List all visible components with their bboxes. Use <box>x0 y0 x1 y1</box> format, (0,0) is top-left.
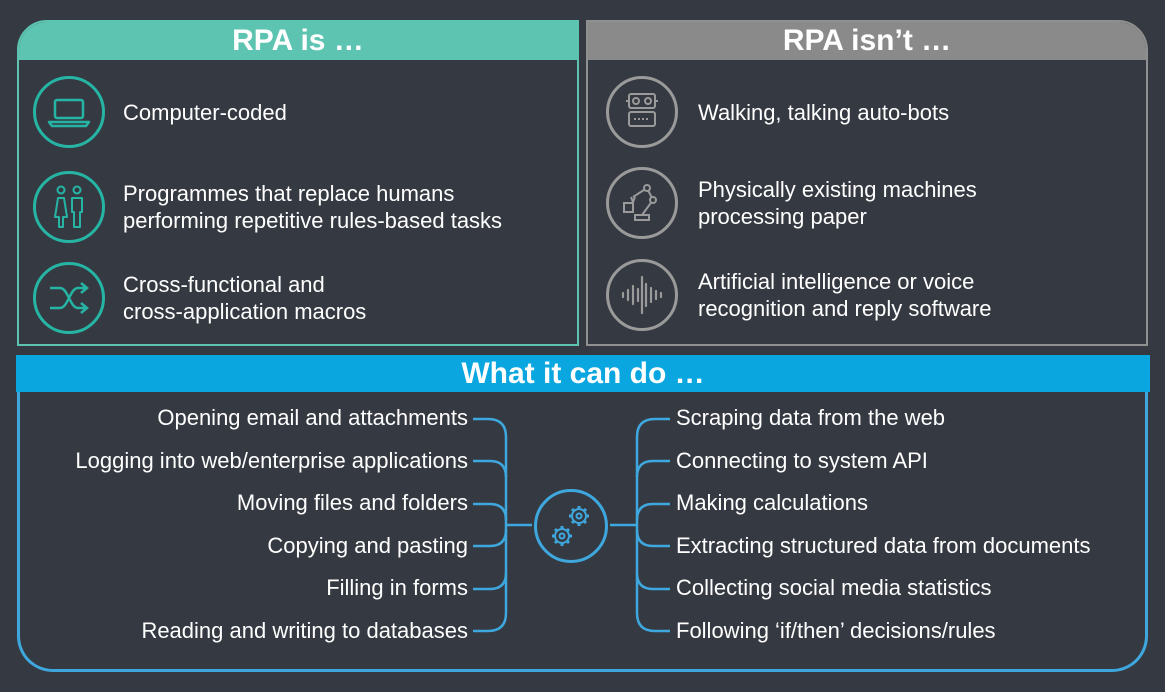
gears-icon <box>534 489 608 563</box>
rpa-is-item-text: Programmes that replace humans performing repetitive rules-based tasks <box>123 181 503 233</box>
capability-left-item: Opening email and attachments <box>157 405 468 430</box>
capability-left-item: Filling in forms <box>326 575 468 600</box>
rpa-isnt-item-text: Artificial intelligence or voice recognition and reply software <box>698 269 992 321</box>
capability-left-item: Reading and writing to databases <box>141 618 468 643</box>
capability-right-item: Extracting structured data from documents <box>676 533 1091 558</box>
rpa-can-title: What it can do … <box>16 355 1150 392</box>
capability-right-item: Making calculations <box>676 490 868 515</box>
capability-right-item: Connecting to system API <box>676 448 928 473</box>
rpa-is-title: RPA is … <box>19 22 577 60</box>
rpa-isnt-item-text: Walking, talking auto-bots <box>698 99 950 125</box>
rpa-is-item-text: Cross-functional and cross-application macros <box>123 272 367 324</box>
capability-left-item: Moving files and folders <box>236 490 468 515</box>
rpa-isnt-title: RPA isn’t … <box>588 22 1146 60</box>
capability-right-item: Following ‘if/then’ decisions/rules <box>676 618 996 643</box>
capability-left-item: Logging into web/enterprise applications <box>75 448 468 473</box>
capability-right-item: Collecting social media statistics <box>676 575 992 600</box>
rpa-is-item-text: Computer-coded <box>123 99 287 125</box>
capability-right-item: Scraping data from the web <box>676 405 946 430</box>
rpa-isnt-item-text: Physically existing machines processing paper <box>698 177 977 229</box>
capability-left-item: Copying and pasting <box>267 533 468 558</box>
